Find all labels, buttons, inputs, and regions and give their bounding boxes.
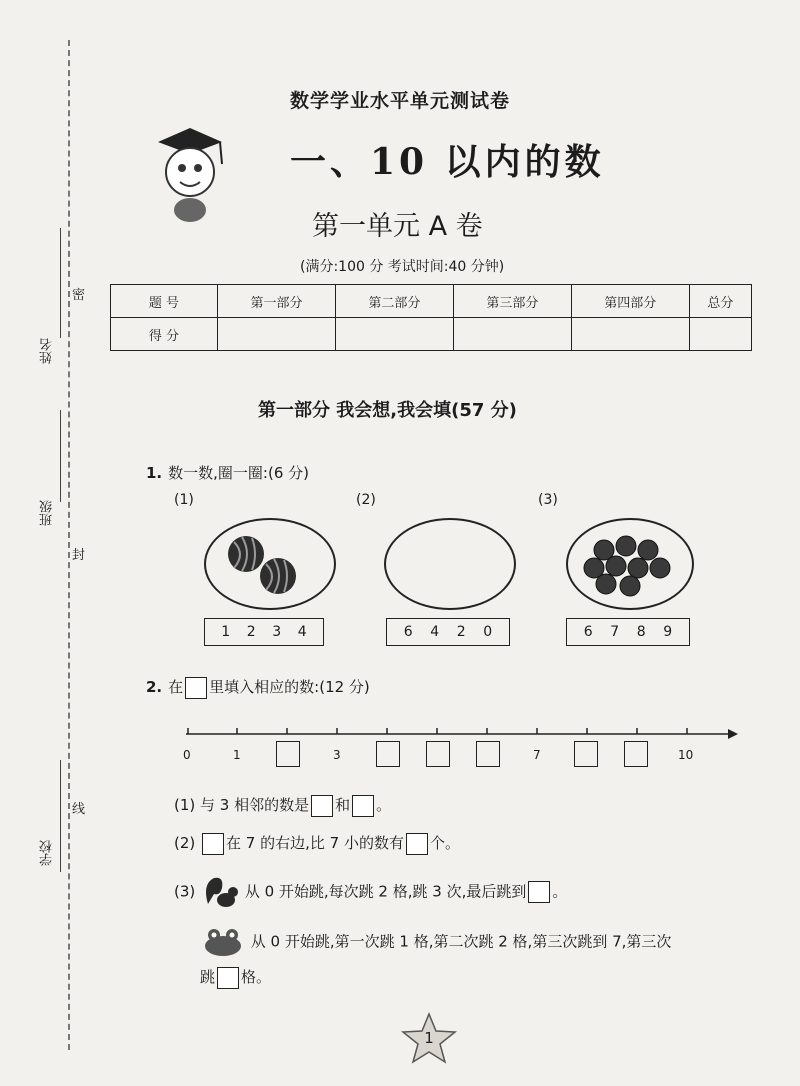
answer-box[interactable] bbox=[202, 833, 224, 855]
answer-options-1[interactable] bbox=[204, 618, 324, 646]
question-text: 和 bbox=[335, 796, 351, 814]
page-number: 1 bbox=[424, 1029, 434, 1047]
squirrel-icon bbox=[200, 874, 240, 910]
numberline-label: 7 bbox=[533, 748, 541, 762]
table-header-row bbox=[111, 285, 752, 318]
frog-icon bbox=[200, 926, 246, 958]
numberline-label: 1 bbox=[233, 748, 241, 762]
option-number[interactable]: 4 bbox=[430, 624, 440, 640]
sub-label: (3) bbox=[174, 882, 196, 901]
table-cell: 得 分 bbox=[111, 318, 218, 351]
option-number[interactable]: 2 bbox=[456, 624, 466, 640]
answer-box[interactable] bbox=[352, 795, 374, 817]
question-text: 从 0 开始跳,每次跳 2 格,跳 3 次,最后跳到 bbox=[244, 882, 527, 901]
persimmon-icon bbox=[568, 520, 692, 608]
option-number[interactable]: 0 bbox=[483, 624, 493, 640]
option-number[interactable]: 9 bbox=[663, 624, 673, 640]
class-label: 班级 bbox=[40, 500, 55, 526]
question-text: 。 bbox=[376, 796, 392, 814]
answer-box[interactable] bbox=[528, 881, 550, 903]
score-input-cell[interactable] bbox=[571, 318, 689, 351]
question-number: 2. bbox=[146, 678, 163, 696]
table-cell: 题 号 bbox=[111, 285, 218, 318]
score-input-cell[interactable] bbox=[689, 318, 751, 351]
numberline-label: 3 bbox=[333, 748, 341, 762]
sub-label: (3) bbox=[538, 492, 558, 508]
subquestion-2 bbox=[174, 832, 460, 855]
sub-label: (1) bbox=[174, 492, 194, 508]
option-number[interactable]: 1 bbox=[221, 624, 231, 640]
table-cell: 总分 bbox=[689, 285, 751, 318]
question-text: 。 bbox=[552, 882, 568, 901]
oval-persimmons bbox=[566, 518, 694, 610]
option-number[interactable]: 4 bbox=[297, 624, 307, 640]
option-number[interactable]: 2 bbox=[246, 624, 256, 640]
option-number[interactable]: 6 bbox=[583, 624, 593, 640]
answer-box-icon bbox=[185, 677, 207, 699]
question-text: 跳 bbox=[200, 968, 216, 986]
section-title: 第一部分 我会想,我会填(57 分) bbox=[258, 400, 517, 421]
seal-xian: 线 bbox=[72, 794, 85, 821]
answer-box[interactable] bbox=[311, 795, 333, 817]
option-number[interactable]: 8 bbox=[636, 624, 646, 640]
subquestion-4-cont bbox=[200, 966, 271, 989]
subquestion-1 bbox=[174, 794, 391, 817]
question-number: 1. bbox=[146, 464, 163, 482]
numberline-label: 10 bbox=[678, 748, 694, 762]
table-cell: 第四部分 bbox=[571, 285, 689, 318]
school-underline bbox=[60, 760, 61, 872]
option-number[interactable]: 7 bbox=[610, 624, 620, 640]
oval-empty bbox=[384, 518, 516, 610]
number-line bbox=[180, 722, 740, 752]
exam-meta: (满分:100 分 考试时间:40 分钟) bbox=[300, 259, 505, 275]
score-input-cell[interactable] bbox=[335, 318, 453, 351]
question-1-title bbox=[146, 462, 309, 483]
subquestion-4 bbox=[200, 926, 671, 958]
score-input-cell[interactable] bbox=[453, 318, 571, 351]
mascot-illustration bbox=[150, 124, 230, 224]
name-label: 姓名 bbox=[40, 338, 55, 364]
watermelon-icon bbox=[206, 520, 334, 608]
unit-title: 第一单元 A 卷 bbox=[312, 211, 483, 242]
numberline-answer-box[interactable] bbox=[574, 741, 598, 767]
numberline-answer-box[interactable] bbox=[376, 741, 400, 767]
numberline-answer-box[interactable] bbox=[476, 741, 500, 767]
numberline-answer-box[interactable] bbox=[276, 741, 300, 767]
seal-feng: 封 bbox=[72, 540, 85, 567]
question-text: 与 3 相邻的数是 bbox=[200, 796, 310, 814]
name-underline bbox=[60, 228, 61, 338]
table-cell: 第一部分 bbox=[218, 285, 336, 318]
sub-label: (2) bbox=[356, 492, 376, 508]
series-title: 数学学业水平单元测试卷 bbox=[290, 90, 511, 112]
answer-options-3[interactable] bbox=[566, 618, 690, 646]
score-table bbox=[110, 284, 752, 351]
seal-dashed-line bbox=[68, 40, 70, 1050]
question-text: 格。 bbox=[241, 968, 272, 986]
answer-box[interactable] bbox=[406, 833, 428, 855]
answer-box[interactable] bbox=[217, 967, 239, 989]
question-text: 数一数,圈一圈:(6 分) bbox=[168, 464, 309, 482]
question-text: 在 bbox=[168, 678, 184, 696]
sub-label: (1) bbox=[174, 796, 196, 814]
table-score-row bbox=[111, 318, 752, 351]
score-input-cell[interactable] bbox=[218, 318, 336, 351]
oval-watermelons bbox=[204, 518, 336, 610]
option-number[interactable]: 6 bbox=[403, 624, 413, 640]
subquestion-3 bbox=[174, 874, 567, 910]
option-number[interactable]: 3 bbox=[272, 624, 282, 640]
question-text: 里填入相应的数:(12 分) bbox=[209, 678, 370, 696]
answer-options-2[interactable] bbox=[386, 618, 510, 646]
question-text: 在 7 的右边,比 7 小的数有 bbox=[226, 834, 404, 852]
question-text: 从 0 开始跳,第一次跳 1 格,第二次跳 2 格,第三次跳到 7,第三次 bbox=[250, 932, 672, 951]
question-2-title bbox=[146, 676, 370, 699]
class-underline bbox=[60, 410, 61, 502]
table-cell: 第三部分 bbox=[453, 285, 571, 318]
numberline-answer-box[interactable] bbox=[624, 741, 648, 767]
numberline-answer-box[interactable] bbox=[426, 741, 450, 767]
school-label: 学校 bbox=[40, 840, 55, 866]
table-cell: 第二部分 bbox=[335, 285, 453, 318]
seal-mi: 密 bbox=[72, 280, 85, 307]
numberline-label: 0 bbox=[183, 748, 191, 762]
question-text: 个。 bbox=[429, 834, 460, 852]
sub-label: (2) bbox=[174, 834, 196, 852]
chapter-title: 一、10 以内的数 bbox=[290, 141, 605, 183]
